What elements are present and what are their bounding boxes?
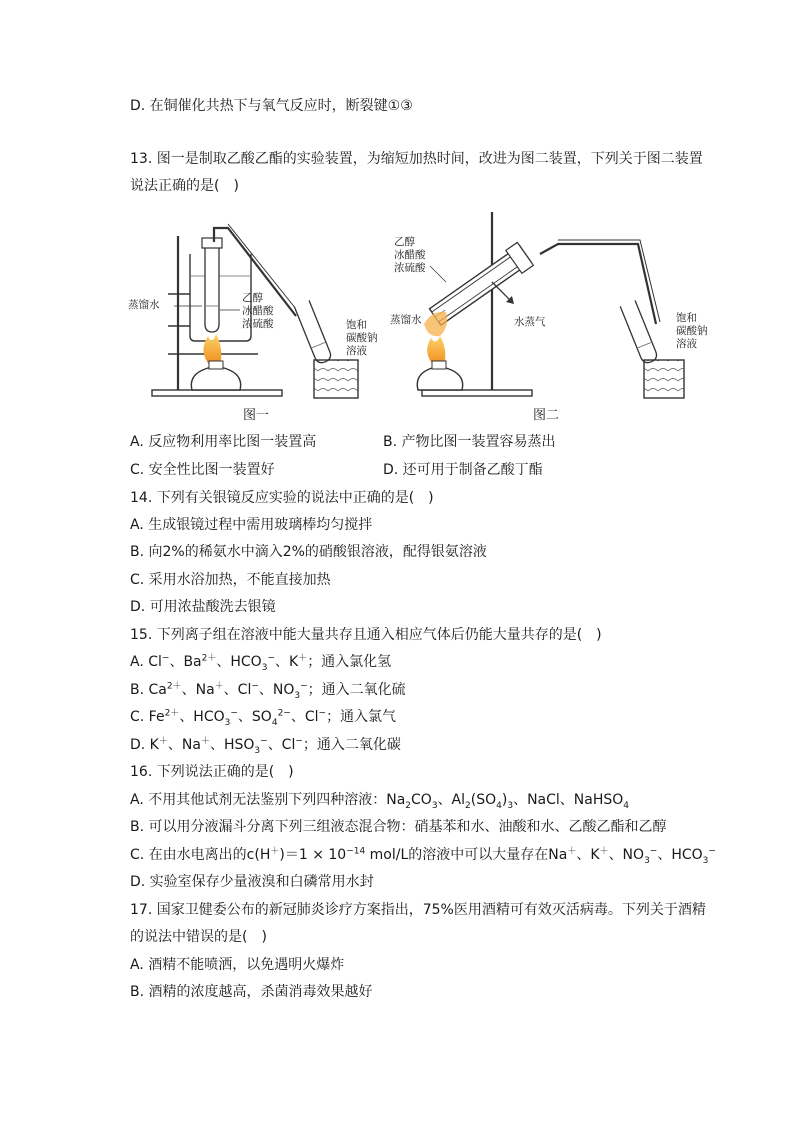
q15-option-d: D. K＋、Na＋、$HSO_3^-$、Cl−；通入二氧化碳 [130, 736, 401, 756]
fig2-label-saturated: 饱和 [676, 312, 697, 324]
fig1-caption: 图一 [243, 408, 270, 423]
q14-stem: 14. 下列有关银镜反应实验的说法中正确的是( ) [130, 490, 434, 506]
q13-option-d: D. 还可用于制备乙酸丁酯 [383, 462, 543, 478]
fig1-label-acetic-acid: 冰醋酸 [242, 305, 274, 317]
q13-option-b: B. 产物比图一装置容易蒸出 [383, 434, 556, 450]
fig2-label-sulfuric-acid: 浓硫酸 [394, 262, 426, 274]
q16-option-d: D. 实验室保存少量液溴和白磷常用水封 [130, 874, 374, 890]
q12-option-d: D. 在铜催化共热下与氧气反应时，断裂键①③ [130, 98, 413, 114]
q15-option-a: A. Cl−、$Ba^{2+}$、$HCO_3^-$、K＋；通入氯化氢 [130, 653, 392, 673]
q16-option-b: B. 可以用分液漏斗分离下列三组液态混合物：硝基苯和水、油酸和水、乙酸乙酯和乙醇 [130, 819, 667, 835]
fig1-label-sodium-carbonate: 碳酸钠 [346, 332, 378, 344]
q17-stem-line2: 的说法中错误的是( ) [130, 929, 267, 945]
q17-option-a: A. 酒精不能喷洒，以免遇明火爆炸 [130, 957, 345, 973]
fig2-label-solution: 溶液 [676, 338, 697, 350]
q14-option-c: C. 采用水浴加热，不能直接加热 [130, 572, 331, 588]
q17-stem-line1: 17. 国家卫健委公布的新冠肺炎诊疗方案指出，75%医用酒精可有效灭活病毒。下列关于酒精 [130, 902, 706, 918]
figure-two-apparatus [417, 212, 684, 398]
q13-stem-line2: 说法正确的是( ) [130, 178, 239, 194]
apparatus-figure [128, 206, 708, 426]
q16-option-c: C. 在由水电离出的$c(H^+)=1 \times 10^{-14}$ mol/L的溶液中可以大量存在Na＋、K＋、$NO_3^-$、$HCO_3^-$ [130, 846, 716, 866]
q15-stem: 15. 下列离子组在溶液中能大量共存且通入相应气体后仍能大量共存的是( ) [130, 627, 602, 643]
fig1-label-ethanol: 乙醇 [242, 292, 263, 304]
q13-option-a: A. 反应物利用率比图一装置高 [130, 434, 317, 450]
q16-stem: 16. 下列说法正确的是( ) [130, 764, 294, 780]
q14-option-a: A. 生成银镜过程中需用玻璃棒均匀搅拌 [130, 517, 373, 533]
fig1-label-water: 蒸馏水 [128, 299, 160, 311]
fig2-label-acetic-acid: 冰醋酸 [394, 249, 426, 261]
fig2-label-steam: 水蒸气 [514, 316, 546, 328]
q15-option-c: C. $Fe^{2+}$、$HCO_3^-$、$SO_4^{2-}$、Cl−；通入氯气 [130, 708, 397, 728]
q16-option-a: A. 不用其他试剂无法鉴别下列四种溶液：$Na_2CO_3$、$Al_2(SO_4)_3$、NaCl、NaHSO$_4$ [130, 792, 630, 811]
q13-option-c: C. 安全性比图一装置好 [130, 462, 275, 478]
q14-option-d: D. 可用浓盐酸洗去银镜 [130, 599, 276, 615]
q15-option-b: B. $Ca^{2+}$、Na＋、Cl−、$NO_3^-$；通入二氧化硫 [130, 681, 406, 701]
fig2-label-ethanol: 乙醇 [394, 236, 415, 248]
fig2-label-sodium-carbonate: 碳酸钠 [676, 325, 708, 337]
fig2-label-water: 蒸馏水 [390, 314, 422, 326]
fig1-label-saturated: 饱和 [346, 319, 367, 331]
q13-stem-line1: 13. 图一是制取乙酸乙酯的实验装置，为缩短加热时间，改进为图二装置，下列关于图二装置 [130, 151, 703, 167]
q17-option-b: B. 酒精的浓度越高，杀菌消毒效果越好 [130, 984, 373, 1000]
fig2-caption: 图二 [533, 408, 560, 423]
fig1-label-solution: 溶液 [346, 345, 367, 357]
q14-option-b: B. 向2%的稀氨水中滴入2%的硝酸银溶液，配得银氨溶液 [130, 544, 487, 560]
fig1-label-sulfuric-acid: 浓硫酸 [242, 318, 274, 330]
